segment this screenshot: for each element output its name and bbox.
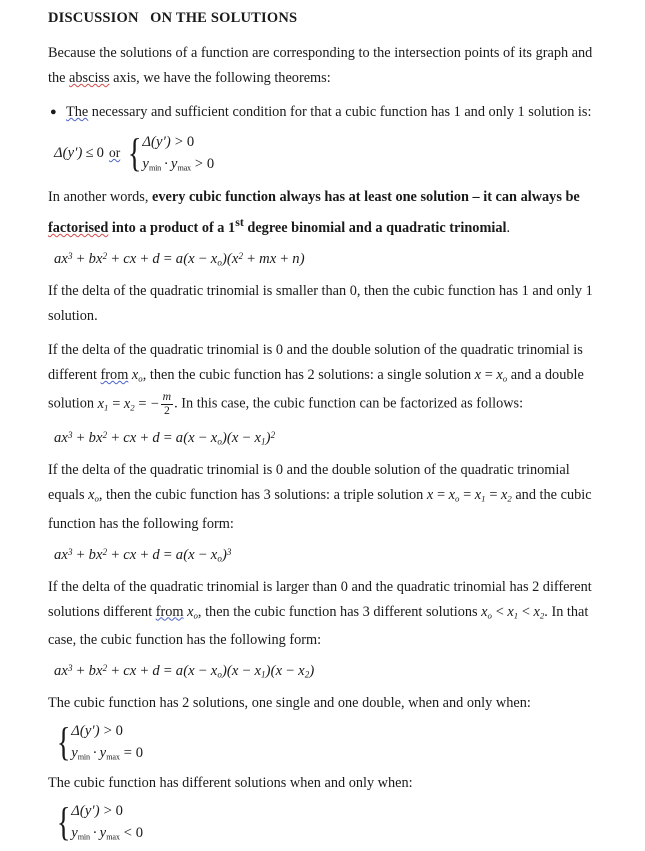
equation-factor-triple: $ax^3 + bx^2$ + cx + $d = a(x - x_o)^3$ — [54, 546, 232, 564]
paragraph-delta-zero-different — [48, 338, 600, 420]
condition-three-formula — [48, 799, 600, 845]
condition-two-formula — [48, 719, 600, 765]
dze-inline-triple: $x = x_o = x_1 = x_2$ — [426, 487, 512, 504]
dzd-inline-single: $x = x_o$ — [474, 366, 508, 384]
condition-one-row-1: Δ(y′) > 0 — [142, 133, 195, 150]
dp-inline-order: $x_o < x_1 < x_2$ — [481, 603, 545, 621]
equation-factor-quadratic: $ax^3 + bx^2$ + cx + $d = a(x - x_o)(x^2$ + mx + n) — [54, 250, 305, 268]
dzd-part-1: If the delta of the quadratic trinomial is 0 and the double solution of the quadratic trinomial is different — [48, 341, 583, 383]
aw-bold-2: into a product of a 1 — [108, 219, 236, 236]
condition-one-row-2: $y_{min} \cdot y_{max} > 0$ — [142, 155, 215, 172]
condition-two-system — [54, 719, 144, 765]
equation-factor-double: $ax^3 + bx^2$ + cx + $d = a(x - x_o)(x - x_1)^2$ — [54, 430, 276, 447]
aw-bold-sup: st — [235, 215, 244, 230]
grammar-flagged-word-from-1: from — [100, 366, 129, 383]
page-title: DISCUSSION ON THE SOLUTIONS — [48, 10, 298, 26]
aw-bold-1: every cubic function always has at least one solution – it can always be — [152, 189, 580, 206]
intro-line-b-pre: the — [48, 70, 70, 87]
paragraph-another-words — [48, 185, 600, 241]
paragraph-delta-zero-equal — [48, 458, 600, 536]
left-brace-icon: { — [56, 719, 71, 765]
condition-two-row-1: Δ(y′) > 0 — [71, 722, 124, 739]
condition-three-row-2: $y_{min} \cdot y_{max} < 0$ — [71, 824, 144, 841]
dze-part-1: If the delta of the quadratic trinomial is 0 and the double solution of the quadratic trinomial equals — [48, 462, 570, 504]
dzd-part-3: and a double solution — [48, 366, 584, 412]
grammar-flagged-word-or: or — [109, 145, 121, 161]
aw-plain-end: . — [506, 219, 511, 236]
dp-part-1: If the delta of the quadratic trinomial is larger than 0 and the quadratic trinomial has 2 different solutions different — [48, 578, 592, 620]
grammar-flagged-word-the: The — [66, 104, 89, 121]
misspelled-word-absciss: absciss — [69, 70, 110, 87]
dze-part-3: and the cubic function has the following form: — [48, 487, 592, 532]
left-brace-icon: { — [127, 130, 142, 176]
intro-line-b-post: axis, we have the following theorems: — [109, 70, 331, 87]
misspelled-word-factorised: factorised — [48, 219, 109, 236]
bullet-text-rest: necessary and sufficient condition for that a cubic function has 1 and only 1 solution is: — [88, 104, 592, 121]
paragraph-delta-positive — [48, 575, 600, 653]
intro-line-a: Because the solutions of a function are corresponding to the intersection points of its graph and — [48, 45, 593, 62]
bullet-item-condition — [48, 100, 600, 125]
grammar-flagged-word-from-2: from — [155, 603, 184, 620]
intro-paragraph — [48, 41, 600, 91]
condition-one-formula — [48, 130, 600, 176]
condition-three-row-1: Δ(y′) > 0 — [71, 802, 124, 819]
dp-part-3: . In that case, the cubic function has the following form: — [48, 603, 589, 649]
dp-part-2: , then the cubic function has 3 different solutions — [197, 603, 482, 620]
condition-two-row-2: $y_{min} \cdot y_{max} = 0$ — [71, 744, 144, 761]
dzd-part-2: , then the cubic function has 2 solutions: a single solution — [142, 366, 475, 383]
aw-bold-3: degree binomial and a quadratic trinomial — [243, 219, 507, 236]
document-content — [48, 9, 600, 851]
paragraph-different-solutions: The cubic function has different solutions when and only when: — [48, 775, 413, 792]
condition-one-system — [125, 130, 215, 176]
dzd-inline-xo: $x_o$ — [131, 366, 143, 384]
equation-factor-three-distinct: $ax^3 + bx^2$ + cx + $d = a(x - x_o)(x - x_1)(x - x_2)$ — [54, 663, 315, 680]
condition-one-lead: Δ(y′) ≤ 0 — [54, 144, 105, 161]
dzd-inline-double: $x_1 = x_2$ = − $\frac{m}{2}$ — [97, 390, 172, 417]
dzd-part-4: . In this case, the cubic function can be factorized as follows: — [174, 395, 524, 412]
paragraph-two-solutions: The cubic function has 2 solutions, one single and one double, when and only when: — [48, 695, 531, 712]
dze-part-2: , then the cubic function has 3 solutions: a triple solution — [98, 487, 427, 504]
left-brace-icon: { — [56, 799, 71, 845]
dze-inline-xo: $x_o$ — [88, 487, 99, 504]
condition-three-system — [54, 799, 144, 845]
bullet-dot-icon: ● — [50, 106, 57, 119]
paragraph-delta-negative: If the delta of the quadratic trinomial is smaller than 0, then the cubic function has 1 and only 1 solution. — [48, 282, 593, 324]
dp-inline-xo: $x_o$ — [187, 603, 198, 621]
aw-plain-start: In another words, — [48, 189, 153, 206]
